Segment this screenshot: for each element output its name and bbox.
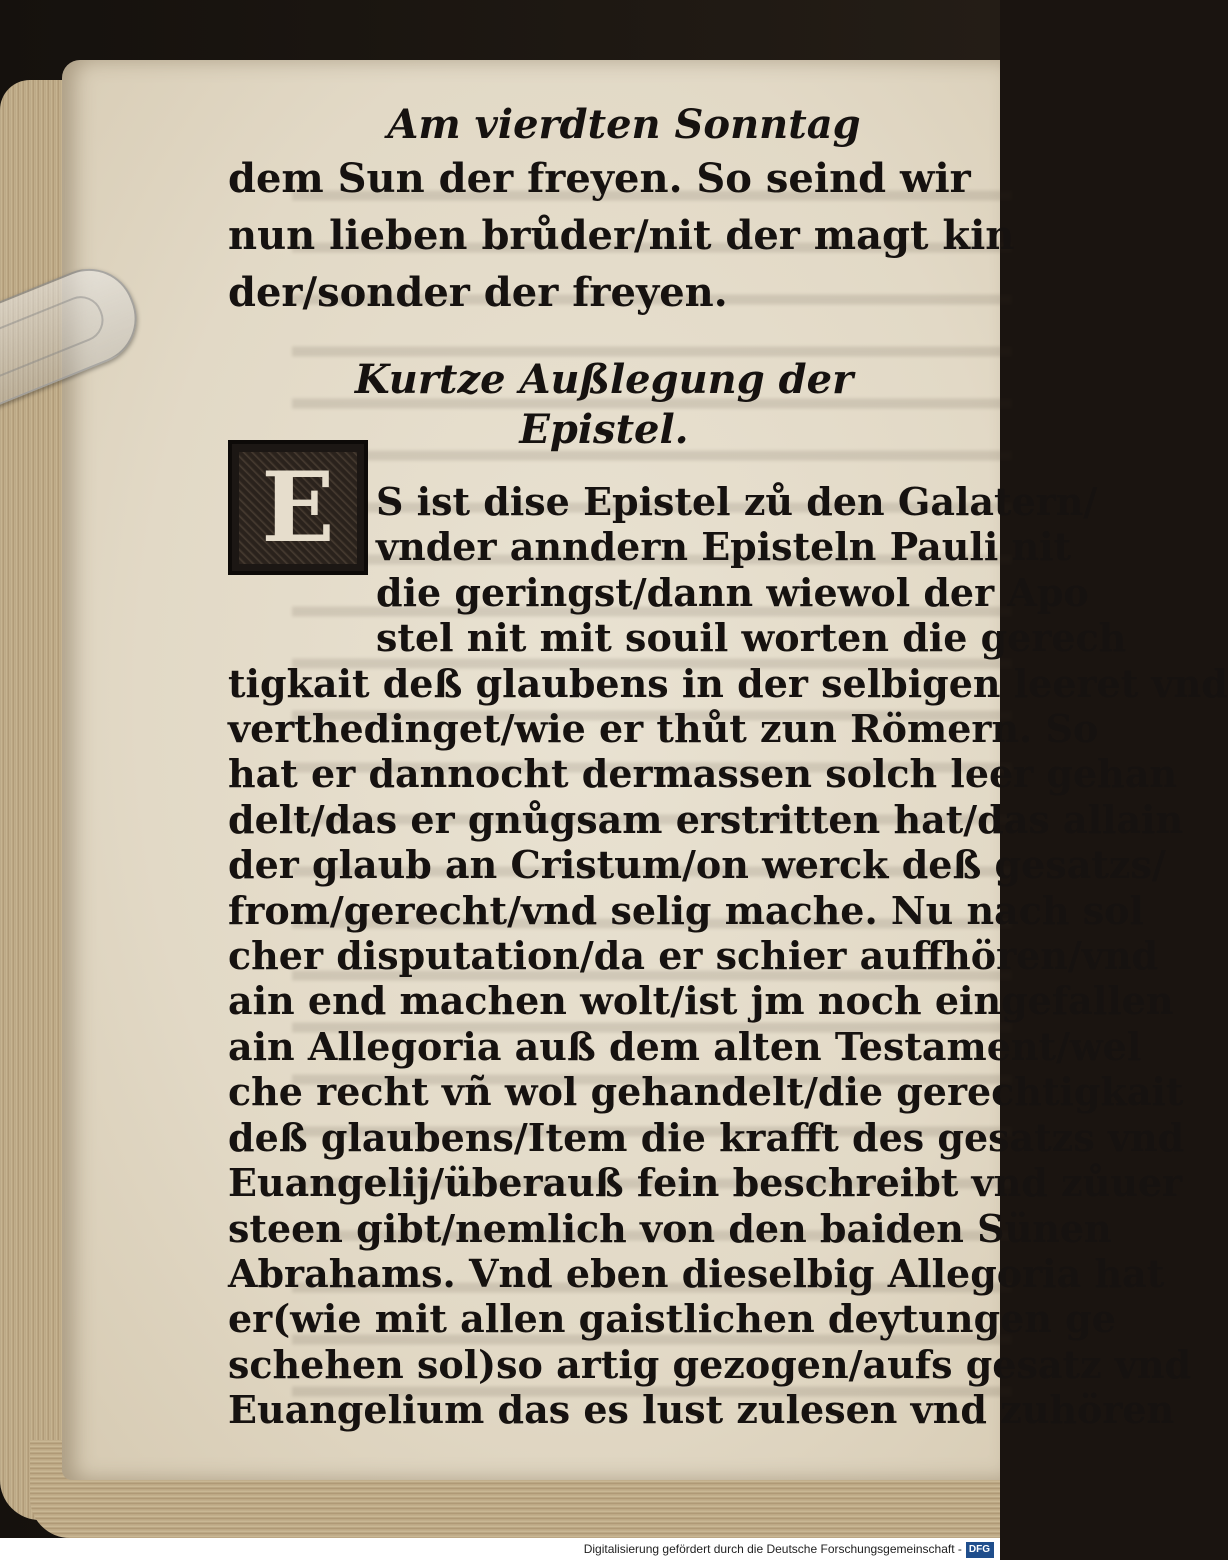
- digitization-footer: [0, 1538, 1000, 1560]
- body-line: Euangelij/überauß fein beschreibt vnd zůuer: [228, 1160, 1183, 1206]
- initial-letter: E: [239, 452, 357, 564]
- section-heading: Kurtze Außlegung der Epistel.: [354, 356, 854, 453]
- body-line: deß glaubens/Item die krafft des gesatzs vnd: [228, 1114, 1185, 1160]
- body-line: hat er dannocht dermassen solch leer gehan: [228, 751, 1178, 797]
- text-line: dem Sun der freyen. So seind wir: [228, 155, 971, 202]
- page-text: [228, 100, 1228, 1433]
- body-line: from/gerecht/vnd selig mache. Nu nach sol: [228, 887, 1144, 933]
- body-line: die geringst/dann wiewol der Apo: [376, 569, 1089, 615]
- decorated-initial: [228, 440, 368, 575]
- body-line: delt/das er gnůgsam erstritten hat/das allain: [228, 796, 1184, 842]
- text-line: nun lieben brůder/nit der magt kin: [228, 212, 1015, 259]
- body-line: steen gibt/nemlich von den baiden Sünen: [228, 1205, 1112, 1251]
- body-line: cher disputation/da er schier auffhören/vnd: [228, 933, 1159, 979]
- body-line: ain Allegoria auß dem alten Testament/wel: [228, 1023, 1142, 1069]
- body-line: S ist dise Epistel zů den Galatern/: [376, 479, 1098, 524]
- body-line: schehen sol)so artig gezogen/aufs gesatz vnd: [228, 1341, 1192, 1387]
- body-line: tigkait deß glaubens in der selbigen leeret vnd: [228, 660, 1228, 706]
- body-line: verthedinget/wie er thůt zun Römern. So: [228, 706, 1099, 752]
- body-line: che recht vñ wol gehandelt/die gerechtigkait: [228, 1069, 1184, 1115]
- body-line: er(wie mit allen gaistlichen deytungen ge: [228, 1296, 1116, 1342]
- body-line: Euangelium das es lust zulesen vnd zuhören: [228, 1387, 1175, 1433]
- footer-credit: Digitalisierung gefördert durch die Deutsche Forschungsgemeinschaft -: [583, 1542, 962, 1556]
- body-line: vnder anndern Episteln Pauli nit: [376, 524, 1072, 570]
- body-line: der glaub an Cristum/on werck deß gesatzs/: [228, 842, 1166, 888]
- running-head: Am vierdten Sonntag: [387, 101, 861, 148]
- dfg-logo: DFG: [966, 1542, 994, 1558]
- body-line: Abrahams. Vnd eben dieselbig Allegoria hat: [228, 1250, 1165, 1296]
- body-line: stel nit mit souil worten die gerech: [376, 615, 1127, 661]
- text-line: der/sonder der freyen.: [228, 269, 728, 316]
- body-line: ain end machen wolt/ist jm noch eingefallen: [228, 978, 1174, 1024]
